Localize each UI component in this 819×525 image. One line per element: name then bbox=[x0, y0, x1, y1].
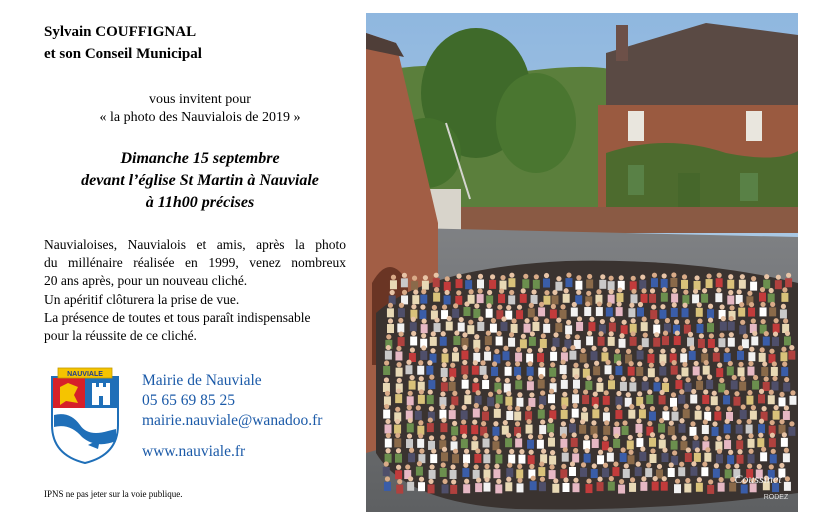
crest-banner-text: NAUVIALE bbox=[67, 371, 103, 378]
body-line: Nauvialoises, Nauvialois et amis, après la photo bbox=[44, 237, 346, 252]
email-address[interactable]: mairie.nauviale@wanadoo.fr bbox=[142, 412, 323, 429]
chimney bbox=[616, 25, 628, 61]
invite-line-1: vous invitent pour bbox=[149, 92, 251, 107]
house-window bbox=[746, 111, 762, 141]
garden-wall bbox=[446, 207, 798, 233]
organizer-subtitle: et son Conseil Municipal bbox=[44, 46, 202, 62]
event-place: devant l’église St Martin à Nauviale bbox=[81, 172, 319, 189]
invitation-body bbox=[44, 236, 346, 345]
group-photo bbox=[366, 13, 798, 512]
house-window bbox=[628, 111, 644, 141]
organizer-name: Sylvain COUFFIGNAL bbox=[44, 24, 197, 40]
website-link[interactable]: www.nauviale.fr bbox=[142, 443, 246, 460]
body-line: 20 ans après, pour un nouveau cliché. bbox=[44, 273, 248, 289]
mairie-name: Mairie de Nauviale bbox=[142, 372, 262, 389]
body-line: La présence de toutes et tous paraît indispensable bbox=[44, 309, 311, 325]
phone-number: 05 65 69 85 25 bbox=[142, 392, 235, 409]
nauviale-coat-of-arms bbox=[48, 365, 122, 465]
photographer-signature: Coussinet bbox=[734, 472, 782, 486]
tree bbox=[496, 73, 576, 173]
photographer-city: RODEZ bbox=[763, 494, 789, 501]
event-time: à 11h00 précises bbox=[145, 194, 255, 211]
body-line: Un apéritif clôturera la prise de vue. bbox=[44, 291, 240, 307]
event-date: Dimanche 15 septembre bbox=[120, 150, 280, 167]
invite-line-2: « la photo des Nauvialois de 2019 » bbox=[99, 110, 301, 125]
body-line: du millénaire réalisée en 1999, venez nombreux bbox=[44, 255, 346, 271]
body-line: pour la réussite de ce cliché. bbox=[44, 328, 197, 344]
footer-note: IPNS ne pas jeter sur la voie publique. bbox=[44, 489, 183, 499]
